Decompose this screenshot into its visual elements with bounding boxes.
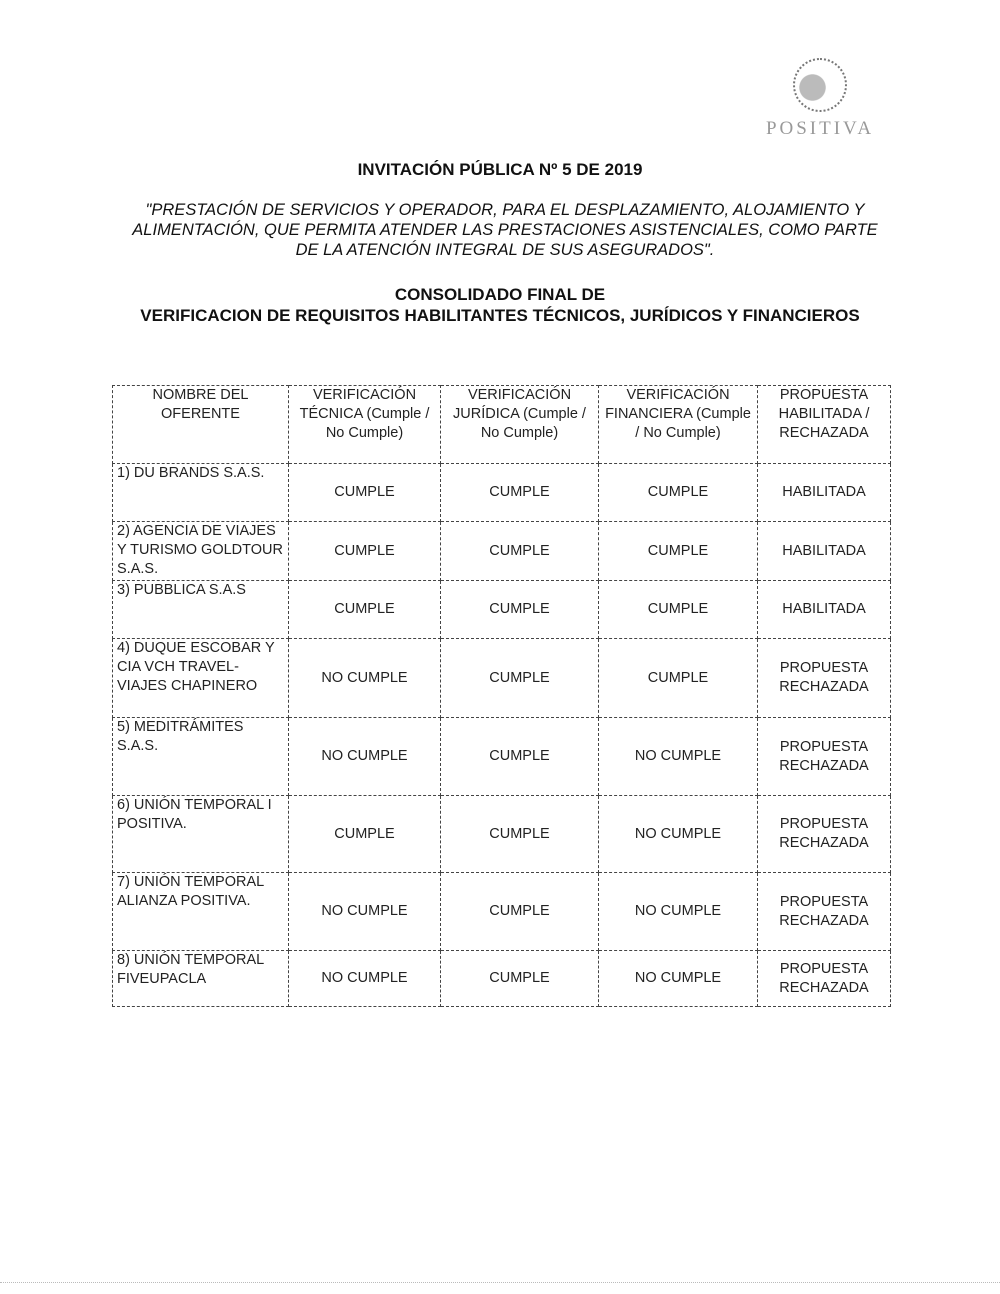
bidder-name: 2) AGENCIA DE VIAJES Y TURISMO GOLDTOUR S.A.S. — [113, 522, 289, 581]
table-cell: CUMPLE — [599, 581, 758, 639]
column-header: VERIFICACIÓN TÉCNICA (Cumple / No Cumple) — [289, 386, 441, 464]
section-heading — [100, 284, 900, 326]
table-cell: CUMPLE — [289, 796, 441, 873]
table-row — [113, 718, 891, 796]
table-cell: NO CUMPLE — [599, 873, 758, 951]
table-cell: CUMPLE — [289, 581, 441, 639]
table-cell: NO CUMPLE — [289, 639, 441, 718]
table-cell: CUMPLE — [289, 522, 441, 581]
table-cell: CUMPLE — [289, 464, 441, 522]
globe-icon — [793, 58, 847, 112]
table-row — [113, 464, 891, 522]
table-cell: CUMPLE — [441, 873, 599, 951]
table-cell: CUMPLE — [441, 951, 599, 1007]
table-cell: CUMPLE — [599, 639, 758, 718]
header-row — [113, 386, 891, 464]
bidder-name: 4) DUQUE ESCOBAR Y CIA VCH TRAVEL-VIAJES CHAPINERO — [113, 639, 289, 718]
table-cell: NO CUMPLE — [599, 951, 758, 1007]
company-logo — [760, 58, 880, 148]
bidder-name: 8) UNIÓN TEMPORAL FIVEUPACLA — [113, 951, 289, 1007]
scan-edge-line — [0, 1282, 1000, 1283]
document-title: INVITACIÓN PÚBLICA Nº 5 DE 2019 — [357, 160, 643, 179]
column-header: NOMBRE DEL OFERENTE — [113, 386, 289, 464]
table-cell: CUMPLE — [599, 522, 758, 581]
table-row — [113, 522, 891, 581]
table-cell: PROPUESTA RECHAZADA — [758, 718, 891, 796]
column-header: VERIFICACIÓN JURÍDICA (Cumple / No Cumple) — [441, 386, 599, 464]
table-cell: PROPUESTA RECHAZADA — [758, 796, 891, 873]
table-cell: PROPUESTA RECHAZADA — [758, 639, 891, 718]
bidder-name: 7) UNIÓN TEMPORAL ALIANZA POSITIVA. — [113, 873, 289, 951]
verification-table — [112, 385, 891, 1007]
bidder-name: 5) MEDITRÁMITES S.A.S. — [113, 718, 289, 796]
column-header: VERIFICACIÓN FINANCIERA (Cumple / No Cumple) — [599, 386, 758, 464]
table-cell: PROPUESTA RECHAZADA — [758, 873, 891, 951]
table-cell: CUMPLE — [441, 522, 599, 581]
table-cell: CUMPLE — [441, 464, 599, 522]
bidder-name: 1) DU BRANDS S.A.S. — [113, 464, 289, 522]
table-cell: NO CUMPLE — [289, 951, 441, 1007]
table-row — [113, 581, 891, 639]
bidder-name: 6) UNIÓN TEMPORAL I POSITIVA. — [113, 796, 289, 873]
column-header: PROPUESTA HABILITADA / RECHAZADA — [758, 386, 891, 464]
table-cell: NO CUMPLE — [599, 718, 758, 796]
table-cell: CUMPLE — [441, 718, 599, 796]
table-row — [113, 796, 891, 873]
heading-line-2: VERIFICACION DE REQUISITOS HABILITANTES TÉCNICOS, JURÍDICOS Y FINANCIEROS — [140, 306, 860, 325]
table-cell: NO CUMPLE — [289, 718, 441, 796]
heading-line-1: CONSOLIDADO FINAL DE — [394, 285, 606, 304]
table-row — [113, 873, 891, 951]
document-subtitle: "PRESTACIÓN DE SERVICIOS Y OPERADOR, PARA EL DESPLAZAMIENTO, ALOJAMIENTO Y ALIMENTACIÓN, QUE PERMITA ATENDER LAS PRESTACIONES ASISTENCIALES, COMO PARTE DE LA ATENCIÓN INTEGRAL DE SUS ASEGURADOS". — [132, 201, 878, 259]
logo-text: POSITIVA — [765, 118, 875, 139]
table-cell: NO CUMPLE — [289, 873, 441, 951]
table-row — [113, 639, 891, 718]
table-cell: PROPUESTA RECHAZADA — [758, 951, 891, 1007]
table-cell: HABILITADA — [758, 464, 891, 522]
table-cell: CUMPLE — [599, 464, 758, 522]
bidder-name: 3) PUBBLICA S.A.S — [113, 581, 289, 639]
table-cell: CUMPLE — [441, 639, 599, 718]
table-cell: HABILITADA — [758, 522, 891, 581]
table-cell: CUMPLE — [441, 581, 599, 639]
table-row — [113, 951, 891, 1007]
table-cell: CUMPLE — [441, 796, 599, 873]
table-cell: NO CUMPLE — [599, 796, 758, 873]
table-cell: HABILITADA — [758, 581, 891, 639]
